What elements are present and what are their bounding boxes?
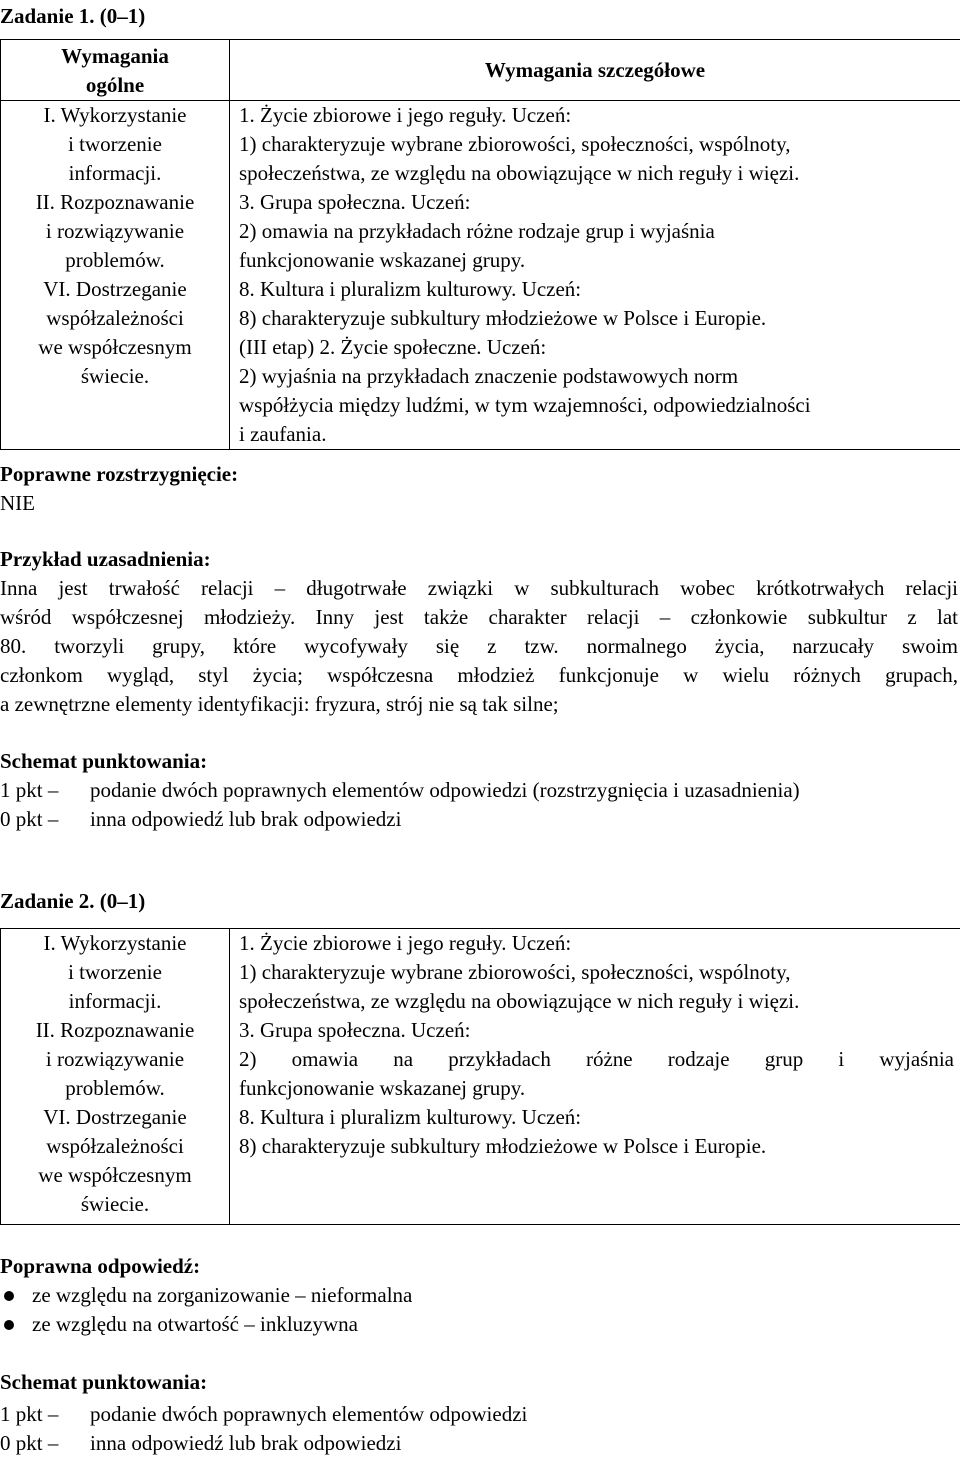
task1-detailed-requirements: 1. Życie zbiorowe i jego reguły. Uczeń: 1) charakteryzuje wybrane zbiorowości, społeczności, wspólnoty, społeczeństwa, ze względu na obowiązujące w nich reguły i więzi. 3. Grupa społeczna. Uczeń: 2) omawia na przykładach różne rodzaje grup i wyjaśnia funkcjonowanie wskazanej grupy. 8. Kultura i pluralizm kulturowy. Uczeń: 8) charakteryzuje subkultury młodzieżowe w Polsce i Europie. (III etap) 2. Życie społeczne. Uczeń: 2) wyjaśnia na przykładach znaczenie podstawowych norm współżycia między ludźmi, w tym wzajemności, odpowiedzialności i zaufania. xyxy=(230,101,960,450)
list-item: ze względu na zorganizowanie – nieformalna xyxy=(0,1281,412,1310)
task1-general-requirements: I. Wykorzystanie i tworzenie informacji. II. Rozpoznawanie i rozwiązywanie problemów. VI. Dostrzeganie współzależności we współczesnym świecie. xyxy=(1,101,230,450)
task2-scoring-label: Schemat punktowania: xyxy=(0,1370,208,1394)
task1-scoring-label: Schemat punktowania: xyxy=(0,749,208,773)
task1-example-label: Przykład uzasadnienia: xyxy=(0,547,211,571)
bullet-icon xyxy=(4,1320,14,1330)
task1-title: Zadanie 1. (0–1) xyxy=(0,4,146,28)
task1-example-text: Inna jest trwałość relacji – długotrwałe związki w subkulturach wobec krótkotrwałych relacji wśród współczesnej młodzieży. Inny jest także charakter relacji – członkowie subkultur z lat 80. tworzyli grupy, które wycofywały się z tzw. normalnego życia, narzucały swoim członkom wygląd, styl życia; współczesna młodzież funkcjonuje w wielu różnych grupach, a zewnętrzne elementy identyfikacji: fryzura, strój nie są tak silne; xyxy=(0,576,958,716)
task1-header-general: Wymagania ogólne xyxy=(1,40,230,101)
task2-general-requirements: I. Wykorzystanie i tworzenie informacji. II. Rozpoznawanie i rozwiązywanie problemów. VI. Dostrzeganie współzależności we współczesnym świecie. xyxy=(1,929,230,1225)
task1-scoring-row: 1 pkt – podanie dwóch poprawnych elementów odpowiedzi (rozstrzygnięcia i uzasadnienia) xyxy=(0,778,800,802)
task1-correct-value: NIE xyxy=(0,491,35,515)
bullet-icon xyxy=(4,1291,14,1301)
task1-header-detailed: Wymagania szczegółowe xyxy=(230,40,960,101)
task2-scoring-row: 0 pkt – inna odpowiedź lub brak odpowiedzi xyxy=(0,1431,402,1455)
task2-answer-label: Poprawna odpowiedź: xyxy=(0,1254,201,1278)
task1-correct-label: Poprawne rozstrzygnięcie: xyxy=(0,462,239,486)
task1-requirements-table xyxy=(0,39,960,450)
task1-scoring-row: 0 pkt – inna odpowiedź lub brak odpowiedzi xyxy=(0,807,402,831)
list-item: ze względu na otwartość – inkluzywna xyxy=(0,1310,412,1339)
task2-answer-list xyxy=(0,1281,412,1339)
task2-scoring-row: 1 pkt – podanie dwóch poprawnych elementów odpowiedzi xyxy=(0,1402,528,1426)
task2-requirements-table xyxy=(0,928,960,1225)
task2-detailed-requirements: 1. Życie zbiorowe i jego reguły. Uczeń: 1) charakteryzuje wybrane zbiorowości, społeczności, wspólnoty, społeczeństwa, ze względu na obowiązujące w nich reguły i więzi. 3. Grupa społeczna. Uczeń: 2) omawia na przykładach różne rodzaje grup i wyjaśnia funkcjonowanie wskazanej grupy. 8. Kultura i pluralizm kulturowy. Uczeń: 8) charakteryzuje subkultury młodzieżowe w Polsce i Europie. xyxy=(230,929,960,1225)
task2-title: Zadanie 2. (0–1) xyxy=(0,889,146,913)
